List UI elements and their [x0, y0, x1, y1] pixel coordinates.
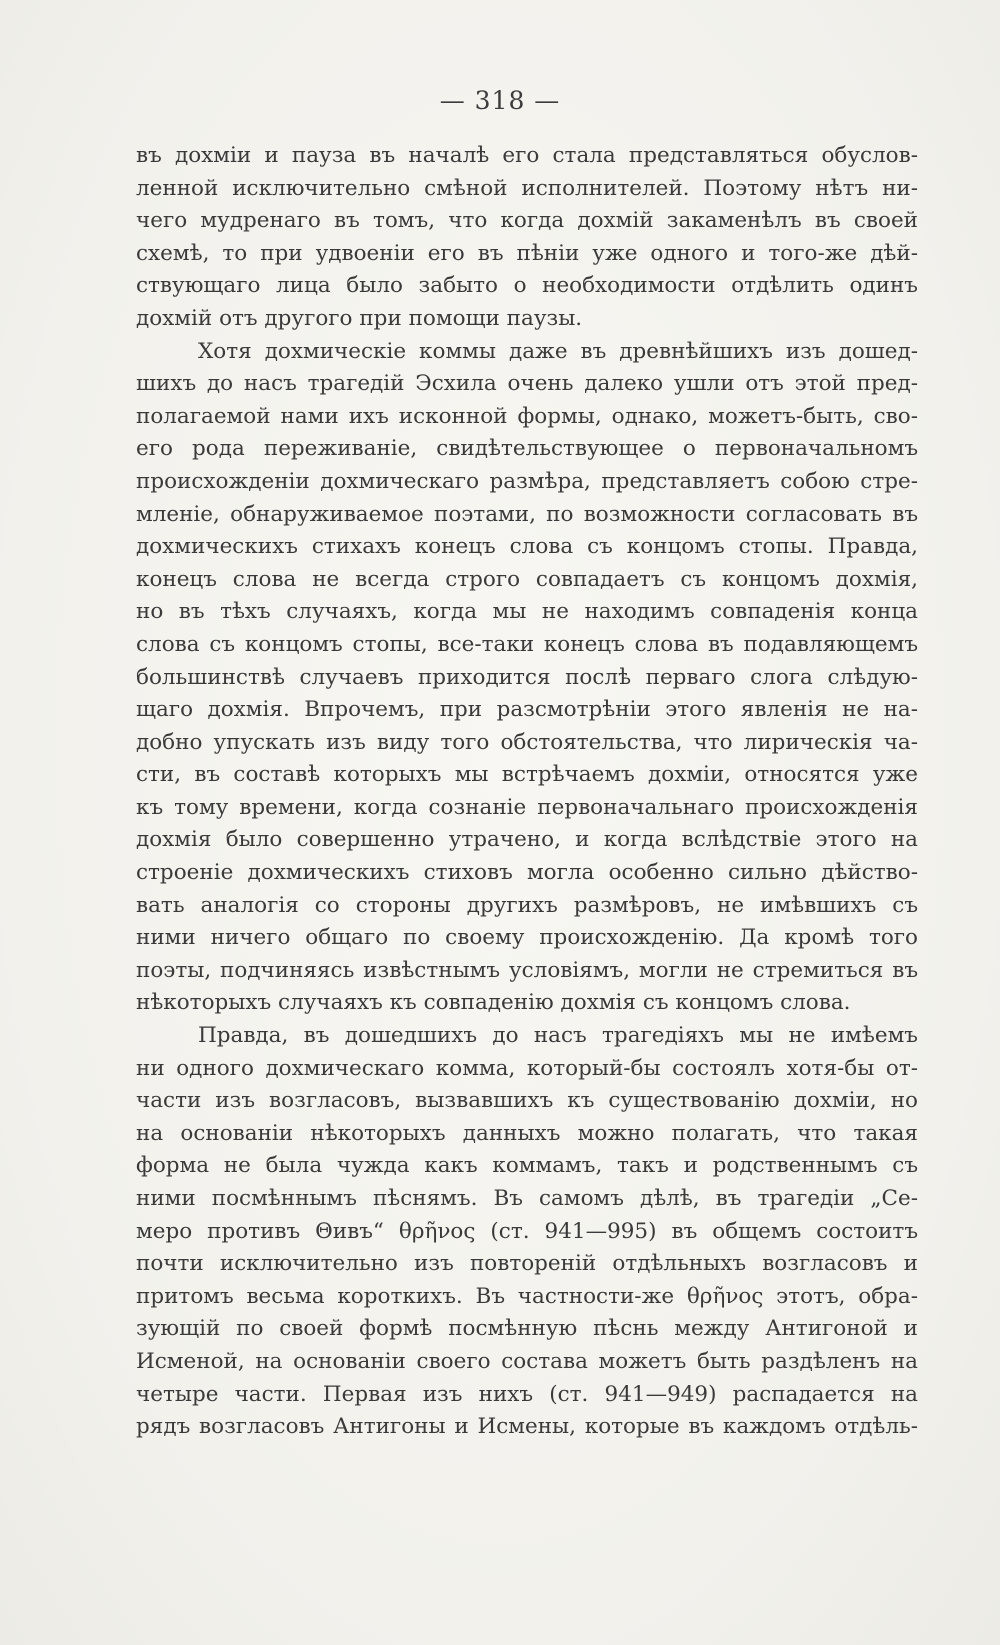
text-line: почти исключительно изъ повтореній отдѣльныхъ возгласовъ и: [136, 1251, 918, 1277]
text-line: дохмическихъ стихахъ конецъ слова съ концомъ стопы. Правда,: [136, 534, 918, 560]
text-line: форма не была чужда какъ коммамъ, такъ и родственнымъ съ: [136, 1153, 918, 1179]
text-line: четыре части. Первая изъ нихъ (ст. 941—949) распадается на: [136, 1381, 918, 1407]
text-line: вать аналогія со стороны другихъ размѣровъ, не имѣвшихъ съ: [136, 892, 918, 918]
text-line: въ дохміи и пауза въ началѣ его стала представляться обуслов-: [136, 143, 918, 168]
text-line: добно упускать изъ виду того обстоятельства, что лирическія ча-: [136, 729, 918, 755]
text-line: ними посмѣннымъ пѣснямъ. Въ самомъ дѣлѣ, въ трагедіи „Се-: [136, 1186, 918, 1211]
text-line: мленіе, обнаруживаемое поэтами, по возможности согласовать въ: [136, 501, 918, 527]
text-line: дохмій отъ другого при помощи паузы.: [136, 305, 583, 331]
text-line: полагаемой нами ихъ исконной формы, однако, можетъ-быть, сво-: [136, 403, 918, 429]
body-text: [136, 140, 918, 1444]
text-line: поэты, подчиняясь извѣстнымъ условіямъ, могли не стремиться въ: [136, 957, 918, 983]
text-line: къ тому времени, когда сознаніе первоначальнаго происхожденія: [136, 794, 918, 820]
text-line: части изъ возгласовъ, вызвавшихъ къ существованію дохміи, но: [136, 1088, 918, 1114]
paragraph: [136, 140, 918, 336]
text-line: ленной исключительно смѣной исполнителей. Поэтому нѣтъ ни-: [136, 175, 918, 201]
text-line: притомъ весьма короткихъ. Въ частности-же θρῆνος этотъ, обра-: [136, 1283, 918, 1309]
text-line: большинствѣ случаевъ приходится послѣ перваго слога слѣдую-: [136, 664, 918, 690]
text-line: ствующаго лица было забыто о необходимости отдѣлить одинъ: [136, 273, 918, 299]
text-line: Хотя дохмическіе коммы даже въ древнѣйшихъ изъ дошед-: [198, 338, 918, 364]
text-line: Исменой, на основаніи своего состава можетъ быть раздѣленъ на: [136, 1348, 918, 1374]
page-number: — 318 —: [439, 86, 561, 115]
text-line: но въ тѣхъ случаяхъ, когда мы не находимъ совпаденія конца: [136, 599, 918, 625]
text-line: его рода переживаніе, свидѣтельствующее о первоначальномъ: [136, 436, 918, 462]
text-line: ними ничего общаго по своему происхожденію. Да кромѣ того: [136, 925, 918, 951]
text-line: ни одного дохмическаго комма, который-бы состоялъ хотя-бы от-: [136, 1055, 918, 1081]
text-line: строеніе дохмическихъ стиховъ могла особенно сильно дѣйство-: [136, 860, 918, 886]
paragraph: [136, 336, 918, 1020]
text-line: дохмія было совершенно утрачено, и когда вслѣдствіе этого на: [136, 827, 918, 853]
text-line: щаго дохмія. Впрочемъ, при разсмотрѣніи этого явленія не на-: [136, 697, 918, 723]
text-line: слова съ концомъ стопы, все-таки конецъ слова въ подавляющемъ: [136, 631, 918, 657]
text-line: шихъ до насъ трагедій Эсхила очень далеко ушли отъ этой пред-: [136, 371, 918, 397]
text-line: нѣкоторыхъ случаяхъ къ совпаденію дохмія съ концомъ слова.: [136, 990, 851, 1016]
text-line: конецъ слова не всегда строго совпадаетъ съ концомъ дохмія,: [136, 566, 918, 592]
paragraph: [136, 1020, 918, 1444]
text-line: рядъ возгласовъ Антигоны и Исмены, которые въ каждомъ отдѣль-: [136, 1414, 918, 1440]
text-line: на основаніи нѣкоторыхъ данныхъ можно полагать, что такая: [136, 1120, 918, 1146]
text-line: меро противъ Θивъ“ θρῆνος (ст. 941—995) въ общемъ состоитъ: [136, 1218, 918, 1244]
text-line: сти, въ составѣ которыхъ мы встрѣчаемъ дохміи, относятся уже: [136, 762, 918, 788]
text-line: происхожденіи дохмическаго размѣра, представляетъ собою стре-: [136, 468, 918, 494]
text-line: чего мудренаго въ томъ, что когда дохмій закаменѣлъ въ своей: [136, 208, 918, 234]
text-line: схемѣ, то при удвоеніи его въ пѣніи уже одного и того-же дѣй-: [136, 240, 918, 266]
text-line: Правда, въ дошедшихъ до насъ трагедіяхъ мы не имѣемъ: [198, 1023, 918, 1049]
text-line: зующій по своей формѣ посмѣнную пѣснь между Антигоной и: [136, 1316, 918, 1342]
